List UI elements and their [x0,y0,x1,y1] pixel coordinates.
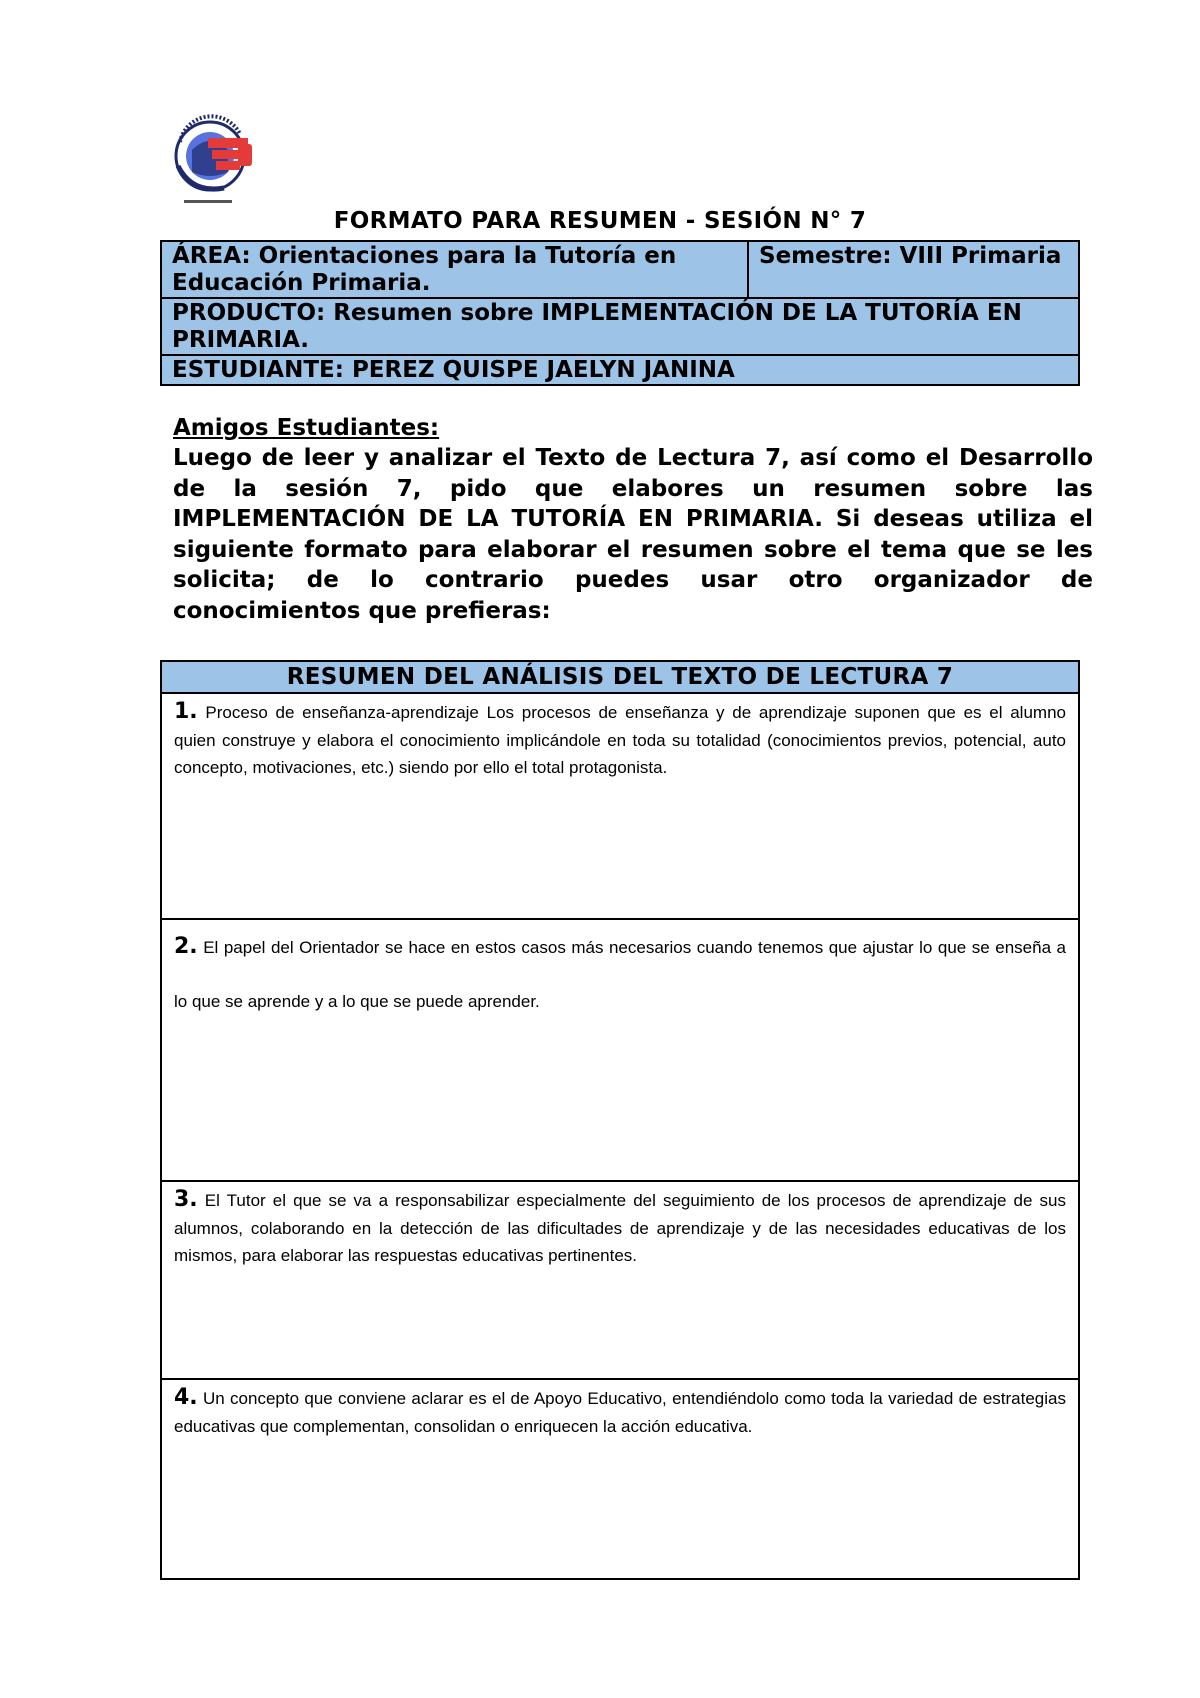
info-table [160,240,1080,386]
institute-logo [172,114,264,214]
item-text: El papel del Orientador se hace en estos casos más necesarios cuando tenemos que ajustar lo que se enseña a lo que se aprende y a lo que se puede aprender. [174,938,1066,1011]
document-title: FORMATO PARA RESUMEN - SESIÓN N° 7 [333,208,867,234]
info-row-area [161,241,1079,298]
summary-row [162,1182,1078,1380]
summary-row [162,694,1078,920]
greeting [173,413,1093,443]
intro-section [173,413,1093,626]
instructions-paragraph: Luego de leer y analizar el Texto de Lectura 7, así como el Desarrollo de la sesión 7, pido que elabores un resumen sobre las IMPLEMENTACIÓN DE LA TUTORÍA EN PRIMARIA. Si deseas utiliza el siguiente formato para elaborar el resumen sobre el tema que se les solicita; de lo contrario puedes usar otro organizador de conocimientos que prefieras: [173,445,1093,624]
item-text: Proceso de enseñanza-aprendizaje Los procesos de enseñanza y de aprendizaje suponen que es el alumno quien construye y elabora el conocimiento implicándole en toda su totalidad (conocimientos previos, potencial, auto concepto, motivaciones, etc.) siendo por ello el total protagonista. [174,703,1066,777]
greeting-colon: : [429,415,440,441]
summary-row [162,1380,1078,1578]
institute-seal-icon [172,114,264,214]
item-text: Un concepto que conviene aclarar es el de Apoyo Educativo, entendiéndolo como toda la variedad de estrategias educativas que complementan, consolidan o enriquecen la acción educativa. [174,1389,1066,1436]
area-cell: ÁREA: Orientaciones para la Tutoría en Educación Primaria. [161,241,748,298]
summary-header: RESUMEN DEL ANÁLISIS DEL TEXTO DE LECTURA 7 [162,662,1078,694]
item-number: 3. [174,1187,198,1212]
item-text: El Tutor el que se va a responsabilizar especialmente del seguimiento de los procesos de aprendizaje de sus alumnos, colaborando en la detección de las dificultades de aprendizaje y de las necesidades educativas de los mismos, para elaborar las respuestas educativas pertinentes. [174,1191,1066,1265]
greeting-text: Amigos Estudiantes [173,415,430,441]
product-cell: PRODUCTO: Resumen sobre IMPLEMENTACIÓN DE LA TUTORÍA EN PRIMARIA. [161,298,1079,355]
info-row-student [161,355,1079,385]
summary-table [160,660,1080,1580]
item-number: 2. [174,934,198,959]
item-number: 4. [174,1385,198,1410]
info-row-product [161,298,1079,355]
semester-cell: Semestre: VIII Primaria [748,241,1079,298]
student-cell: ESTUDIANTE: PEREZ QUISPE JAELYN JANINA [161,355,1079,385]
summary-row [162,920,1078,1182]
item-number: 1. [174,699,198,724]
